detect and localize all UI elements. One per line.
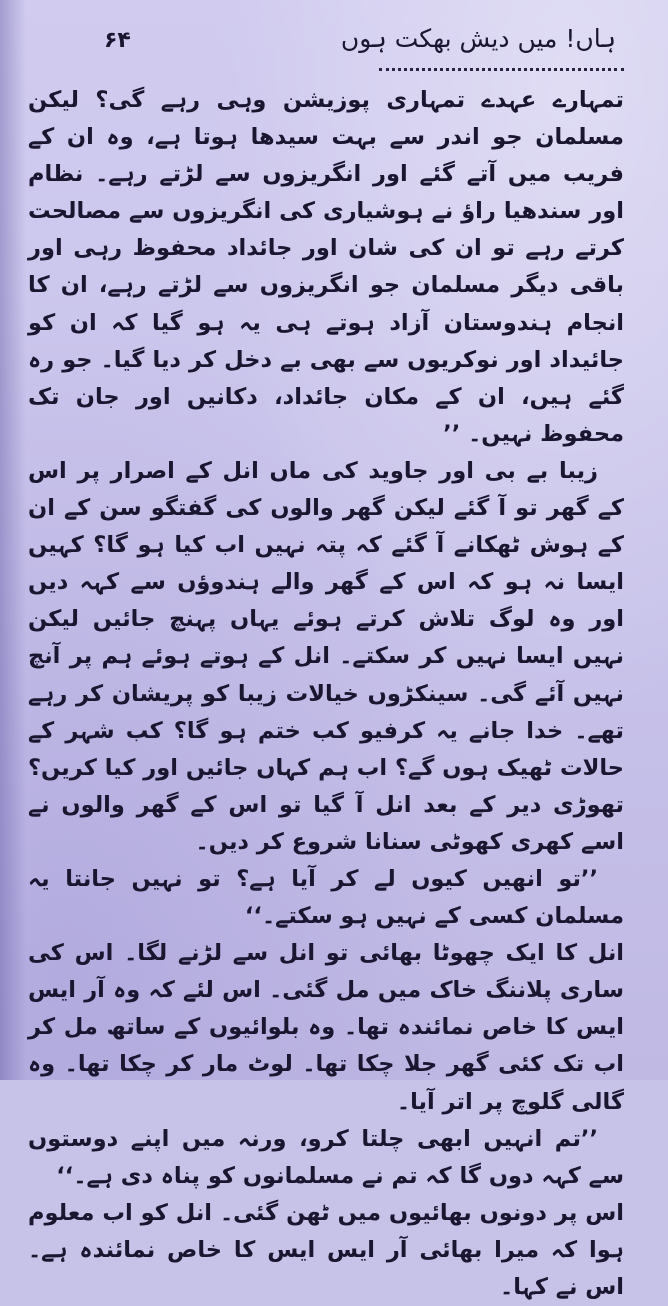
paragraph: انل کا ایک چھوٹا بھائی تو انل سے لڑنے لگا۔ اس کی ساری پلاننگ خاک میں مل گئی۔ اس لئے کہ وہ آر ایس ایس کا خاص نمائندہ تھا۔ وہ بلوائیوں کے ساتھ مل کر اب تک کئی گھر جلا چکا تھا۔ لوٹ مار کر چکا تھا۔ وہ گالی گلوچ پر اتر آیا۔ [28,940,624,1115]
paragraph: زیبا بے بی اور جاوید کی ماں انل کے اصرار پر اس کے گھر تو آ گئے لیکن گھر والوں کی گفتگو سن کے ان کے ہوش ٹھکانے آ گئے کہ پتہ نہیں اب کیا ہو گا؟ کہیں ایسا نہ ہو کہ اس کے گھر والے ہندوؤں سے کہہ دیں اور وہ لوگ تلاش کرتے ہوئے یہاں پہنچ جائیں لیکن نہیں ایسا نہیں کر سکتے۔ انل کے ہوتے ہوئے ہم پر آنچ نہیں آئے گی۔ سینکڑوں خیالات زیبا کو پریشان کر رہے تھے۔ خدا جانے یہ کرفیو کب ختم ہو گا؟ کب شہر کے حالات ٹھیک ہوں گے؟ اب ہم کہاں جائیں اور کیا کریں؟ تھوڑی دیر کے بعد انل آ گیا تو اس کے گھر والوں نے اسے کھری کھوٹی سنانا شروع کر دیں۔ [28,457,624,855]
paragraph: اس پر دونوں بھائیوں میں ٹھن گئی۔ انل کو اب معلوم ہوا کہ میرا بھائی آر ایس ایس کا خاص نمائندہ ہے۔ اس نے کہا۔ [28,1199,624,1300]
paragraph: تمہارے عہدے تمہاری پوزیشن وہی رہے گی؟ لیکن مسلمان جو اندر سے بہت سیدھا ہوتا ہے، وہ ان کے فریب میں آتے گئے اور انگریزوں سے لڑتے رہے۔ نظام اور سندھیا راؤ نے ہوشیاری کی انگریزوں سے مصالحت کرتے رہے تو ان کی شان اور جائداد محفوظ رہی اور باقی دیگر مسلمان جو انگریزوں سے لڑتے رہے، ان کا انجام ہندوستان آزاد ہوتے ہی یہ ہو گیا کہ ان کو جائیداد اور نوکریوں سے بھی بے دخل کر دیا گیا۔ جو رہ گئے ہیں، ان کے مکان جائداد، دکانیں اور جان تک محفوظ نہیں۔ ’’ [28,87,624,447]
paragraph: ’’تم انہیں ابھی چلتا کرو، ورنہ میں اپنے دوستوں سے کہہ دوں گا کہ تم نے مسلمانوں کو پناہ دی ہے۔‘‘ [28,1125,624,1189]
running-title: ہاں! میں دیش بھکت ہوں [340,24,616,53]
page-header [34,18,624,78]
page-number: ۶۴ [104,28,131,53]
page-gutter-shadow [0,0,26,1080]
page-body [28,82,624,1306]
paragraph: ’’تو انھیں کیوں لے کر آیا ہے؟ تو نہیں جانتا یہ مسلمان کسی کے نہیں ہو سکتے۔‘‘ [28,865,624,930]
header-dotted-rule [379,68,624,71]
